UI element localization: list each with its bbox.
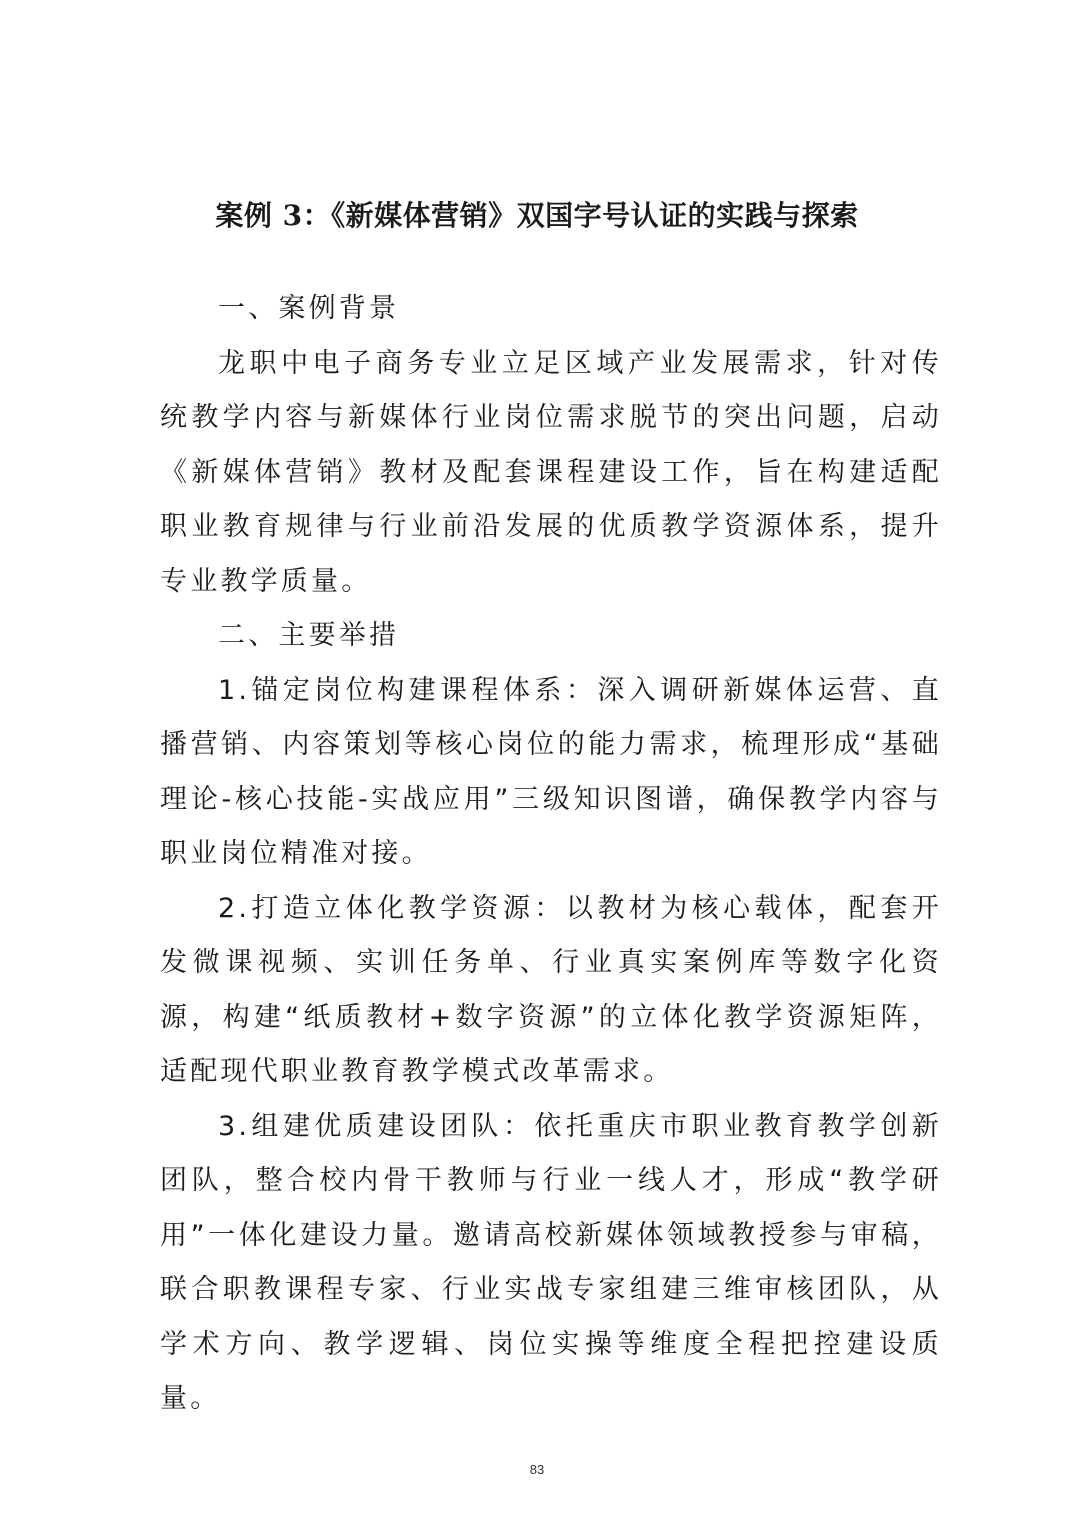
section-heading-measures: 二、主要举措 [218,620,400,651]
section-heading-background: 一、案例背景 [218,293,400,324]
paragraph-measure-3: 3.组建优质建设团队：依托重庆市职业教育教学创新团队，整合校内骨干教师与行业一线人才，形成“教学研用”一体化建设力量。邀请高校新媒体领域教授参与审稿，联合职教课程专家、行业实战专家组建三维审核团队，从学术方向、教学逻辑、岗位实操等维度全程把控建设质量。 [160,1110,942,1414]
document-title: 案例 3：《新媒体营销》双国字号认证的实践与探索 [215,199,859,232]
paragraph-measure-1: 1.锚定岗位构建课程体系：深入调研新媒体运营、直播营销、内容策划等核心岗位的能力需求，梳理形成“基础理论-核心技能-实战应用”三级知识图谱，确保教学内容与职业岗位精准对接。 [160,674,942,869]
page-number: 83 [529,1462,545,1477]
paragraph-measure-2: 2.打造立体化教学资源：以教材为核心载体，配套开发微课视频、实训任务单、行业真实案例库等数字化资源，构建“纸质教材+数字资源”的立体化教学资源矩阵，适配现代职业教育教学模式改革需求。 [160,892,942,1087]
document-body [160,282,942,1427]
paragraph-background: 龙职中电子商务专业立足区域产业发展需求，针对传统教学内容与新媒体行业岗位需求脱节的突出问题，启动《新媒体营销》教材及配套课程建设工作，旨在构建适配职业教育规律与行业前沿发展的优质教学资源体系，提升专业教学质量。 [160,347,942,597]
